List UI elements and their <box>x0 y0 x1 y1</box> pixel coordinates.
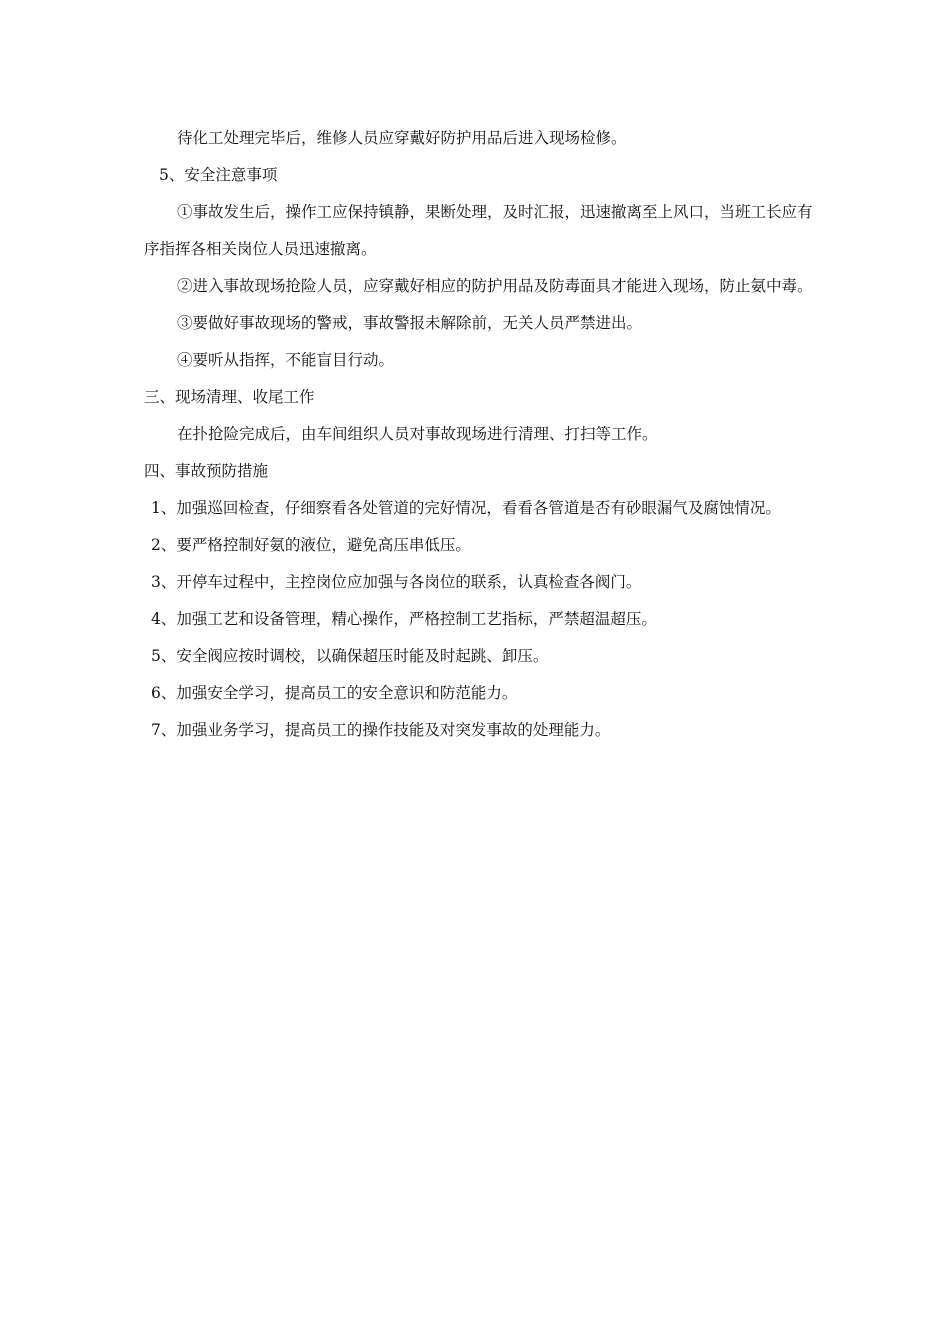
prevention-measure-6: 6、加强安全学习，提高员工的安全意识和防范能力。 <box>151 684 518 702</box>
prevention-measure-7: 7、加强业务学习，提高员工的操作技能及对突发事故的处理能力。 <box>151 721 611 739</box>
document-body <box>144 120 814 749</box>
section-3-heading: 三、现场清理、收尾工作 <box>144 388 315 406</box>
safety-note-4: ④要听从指挥，不能盲目行动。 <box>177 351 395 369</box>
safety-note-2: ②进入事故现场抢险人员，应穿戴好相应的防护用品及防毒面具才能进入现场，防止氨中毒。 <box>177 277 813 295</box>
section-4-heading: 四、事故预防措施 <box>144 462 269 480</box>
prevention-measure-1: 1、加强巡回检查，仔细察看各处管道的完好情况，看看各管道是否有砂眼漏气及腐蚀情况。 <box>151 499 781 517</box>
section-5-heading: 5、安全注意事项 <box>159 166 278 184</box>
prevention-measure-2: 2、要严格控制好氨的液位，避免高压串低压。 <box>151 536 471 554</box>
prevention-measure-5: 5、安全阀应按时调校，以确保超压时能及时起跳、卸压。 <box>151 647 549 665</box>
safety-note-3: ③要做好事故现场的警戒，事故警报未解除前，无关人员严禁进出。 <box>177 314 643 332</box>
prevention-measure-3: 3、开停车过程中，主控岗位应加强与各岗位的联系，认真检查各阀门。 <box>151 573 642 591</box>
section-3-body: 在扑抢险完成后，由车间组织人员对事故现场进行清理、打扫等工作。 <box>177 425 658 443</box>
intro-paragraph: 待化工处理完毕后，维修人员应穿戴好防护用品后进入现场检修。 <box>177 129 627 147</box>
prevention-measure-4: 4、加强工艺和设备管理，精心操作，严格控制工艺指标，严禁超温超压。 <box>151 610 657 628</box>
safety-note-1: ①事故发生后，操作工应保持镇静，果断处理，及时汇报，迅速撤离至上风口，当班工长应有序指挥各相关岗位人员迅速撤离。 <box>144 203 813 258</box>
